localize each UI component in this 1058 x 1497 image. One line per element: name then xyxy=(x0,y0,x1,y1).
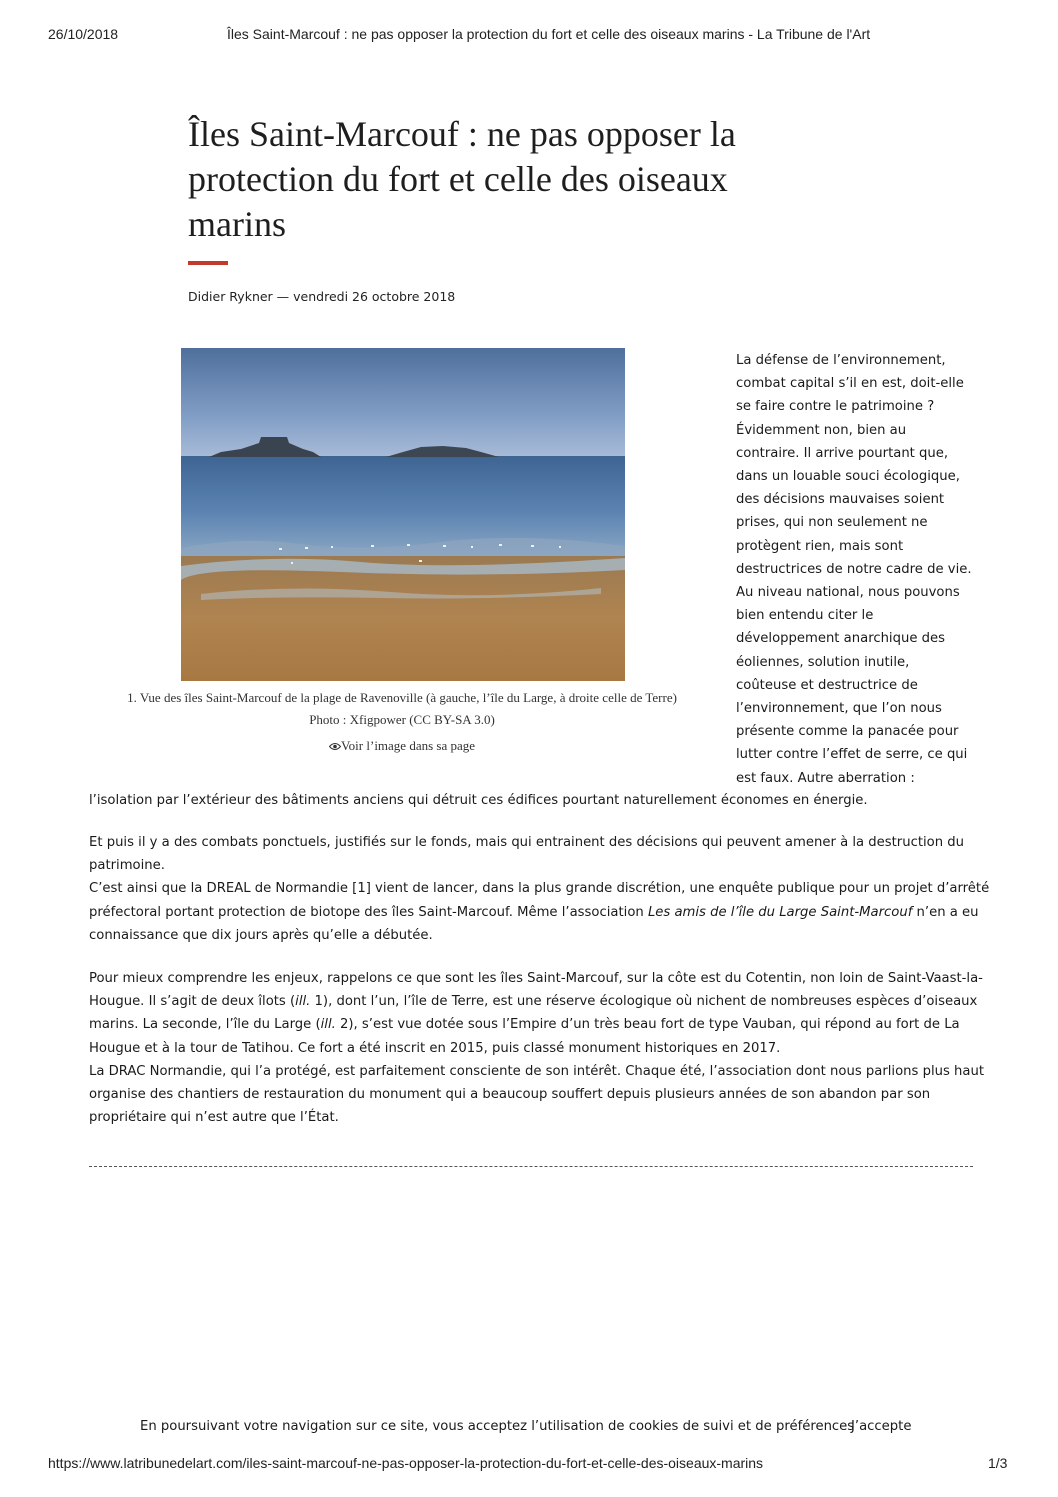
text-line: organise des chantiers de restauration du monument qui a beaucoup souffert depuis plusieurs années de son abandon par son xyxy=(89,1087,931,1103)
text-line: patrimoine. xyxy=(89,858,165,874)
saint-marcouf-photo[interactable] xyxy=(181,348,625,681)
paragraph-enjeux xyxy=(89,967,984,1129)
page-number: 1/3 xyxy=(988,1455,1008,1471)
text-line: développement anarchique des xyxy=(736,631,945,647)
print-date: 26/10/2018 xyxy=(48,26,119,42)
text-line: Évidemment non, bien au xyxy=(736,422,907,438)
cookie-notice: En poursuivant votre navigation sur ce site, vous acceptez l’utilisation de cookies de suivi et de préférences xyxy=(140,1419,855,1434)
paragraph-dreal xyxy=(89,831,989,947)
text-line: est faux. Autre aberration : xyxy=(736,770,915,786)
text-line: se faire contre le patrimoine ? xyxy=(736,399,935,415)
title-accent-rule xyxy=(188,261,228,265)
text-line: prises, qui non seulement ne xyxy=(736,515,928,531)
sky xyxy=(181,348,625,458)
illustration-ref: ill. xyxy=(320,1017,336,1033)
text-line: combat capital s’il en est, doit-elle xyxy=(736,376,964,392)
title-line: marins xyxy=(188,204,286,244)
text-line: Au niveau national, nous pouvons xyxy=(736,585,960,601)
title-line: Îles Saint-Marcouf : ne pas opposer la xyxy=(188,114,736,154)
cookie-accept-button[interactable]: J’accepte xyxy=(851,1419,912,1434)
eye-icon xyxy=(329,742,341,751)
text-line: Hougue et à la tour de Tatihou. Ce fort a été inscrit en 2015, puis classé monument historiques en 2017. xyxy=(89,1040,781,1056)
association-name: Les amis de l’île du Large Saint-Marcouf xyxy=(647,904,913,920)
text-line: l’isolation par l’extérieur des bâtiments anciens qui détruit ces édifices pourtant naturellement économes en énergie. xyxy=(89,793,868,808)
intro-paragraph-end xyxy=(89,789,868,812)
text-run: 2), s’est vue dotée sous l’Empire d’un très beau fort de type Vauban, qui répond au fort de La xyxy=(335,1017,960,1033)
illustration-ref: ill. xyxy=(295,994,311,1010)
beach xyxy=(181,556,625,681)
byline: Didier Rykner — vendredi 26 octobre 2018 xyxy=(188,289,456,304)
text-line: l’environnement, que l’on nous xyxy=(736,701,942,717)
text-line: propriétaire qui n’est autre que l’État. xyxy=(89,1110,339,1126)
title-line: protection du fort et celle des oiseaux xyxy=(188,159,728,199)
intro-paragraph xyxy=(736,349,972,790)
view-image-label: Voir l’image dans sa page xyxy=(340,738,476,753)
text-line: Et puis il y a des combats ponctuels, justifiés sur le fonds, mais qui entrainent des décisions qui peuvent amener à la destruction du xyxy=(89,835,965,850)
text-line: bien entendu citer le xyxy=(736,608,874,624)
figure-caption: 1. Vue des îles Saint-Marcouf de la plage de Ravenoville (à gauche, l’île du Large, à droite celle de Terre) xyxy=(127,690,677,705)
text-line xyxy=(89,990,984,1013)
text-line: destructrices de notre cadre de vie. xyxy=(736,561,972,577)
text-line: connaissance que dix jours après qu’elle a débutée. xyxy=(89,927,433,943)
text-line xyxy=(89,901,989,924)
text-line: La DRAC Normandie, qui l’a protégé, est parfaitement consciente de son intérêt. Chaque été, l’association dont nous parlions plus haut xyxy=(89,1063,985,1079)
figure-credit: Photo : Xfigpower (CC BY-SA 3.0) xyxy=(309,712,495,727)
text-line: dans un louable souci écologique, xyxy=(736,469,960,485)
text-line: La défense de l’environnement, xyxy=(736,353,946,368)
text-run: Hougue. Il s’agit de deux îlots ( xyxy=(89,994,296,1010)
article-title xyxy=(188,112,828,247)
text-line: coûteuse et destructrice de xyxy=(736,677,918,693)
print-page-title: Îles Saint-Marcouf : ne pas opposer la protection du fort et celle des oiseaux marins - La Tribune de l'Art xyxy=(227,26,871,42)
text-run: marins. La seconde, l’île du Large ( xyxy=(89,1017,321,1033)
text-line: protègent rien, mais sont xyxy=(736,538,904,554)
text-line: contraire. Il arrive pourtant que, xyxy=(736,445,949,461)
text-line: des décisions mauvaises soient xyxy=(736,492,945,508)
text-line: éoliennes, solution inutile, xyxy=(736,654,910,670)
dashed-separator xyxy=(89,1166,973,1167)
print-url: https://www.latribunedelart.com/iles-saint-marcouf-ne-pas-opposer-la-protection-du-fort-et-celle-des-oiseaux-marins xyxy=(48,1455,764,1471)
text-line: Pour mieux comprendre les enjeux, rappelons ce que sont les îles Saint-Marcouf, sur la côte est du Cotentin, non loin de Saint-Vaast-la- xyxy=(89,971,983,986)
text-line xyxy=(89,1013,984,1036)
text-line: lutter contre l’effet de serre, ce qui xyxy=(736,747,968,763)
text-line: C’est ainsi que la DREAL de Normandie [1] vient de lancer, dans la plus grande discrétion, une enquête publique pour un projet d’arrêté xyxy=(89,881,990,897)
text-run: n’en a eu xyxy=(912,904,979,920)
text-run: préfectoral portant protection de biotope des îles Saint-Marcouf. Même l’association xyxy=(89,904,648,920)
text-run: 1), dont l’un, l’île de Terre, est une réserve écologique où nichent de nombreuses espèces d’oiseaux xyxy=(310,994,978,1010)
text-line: présente comme la panacée pour xyxy=(736,724,959,740)
view-image-link[interactable] xyxy=(80,738,724,754)
